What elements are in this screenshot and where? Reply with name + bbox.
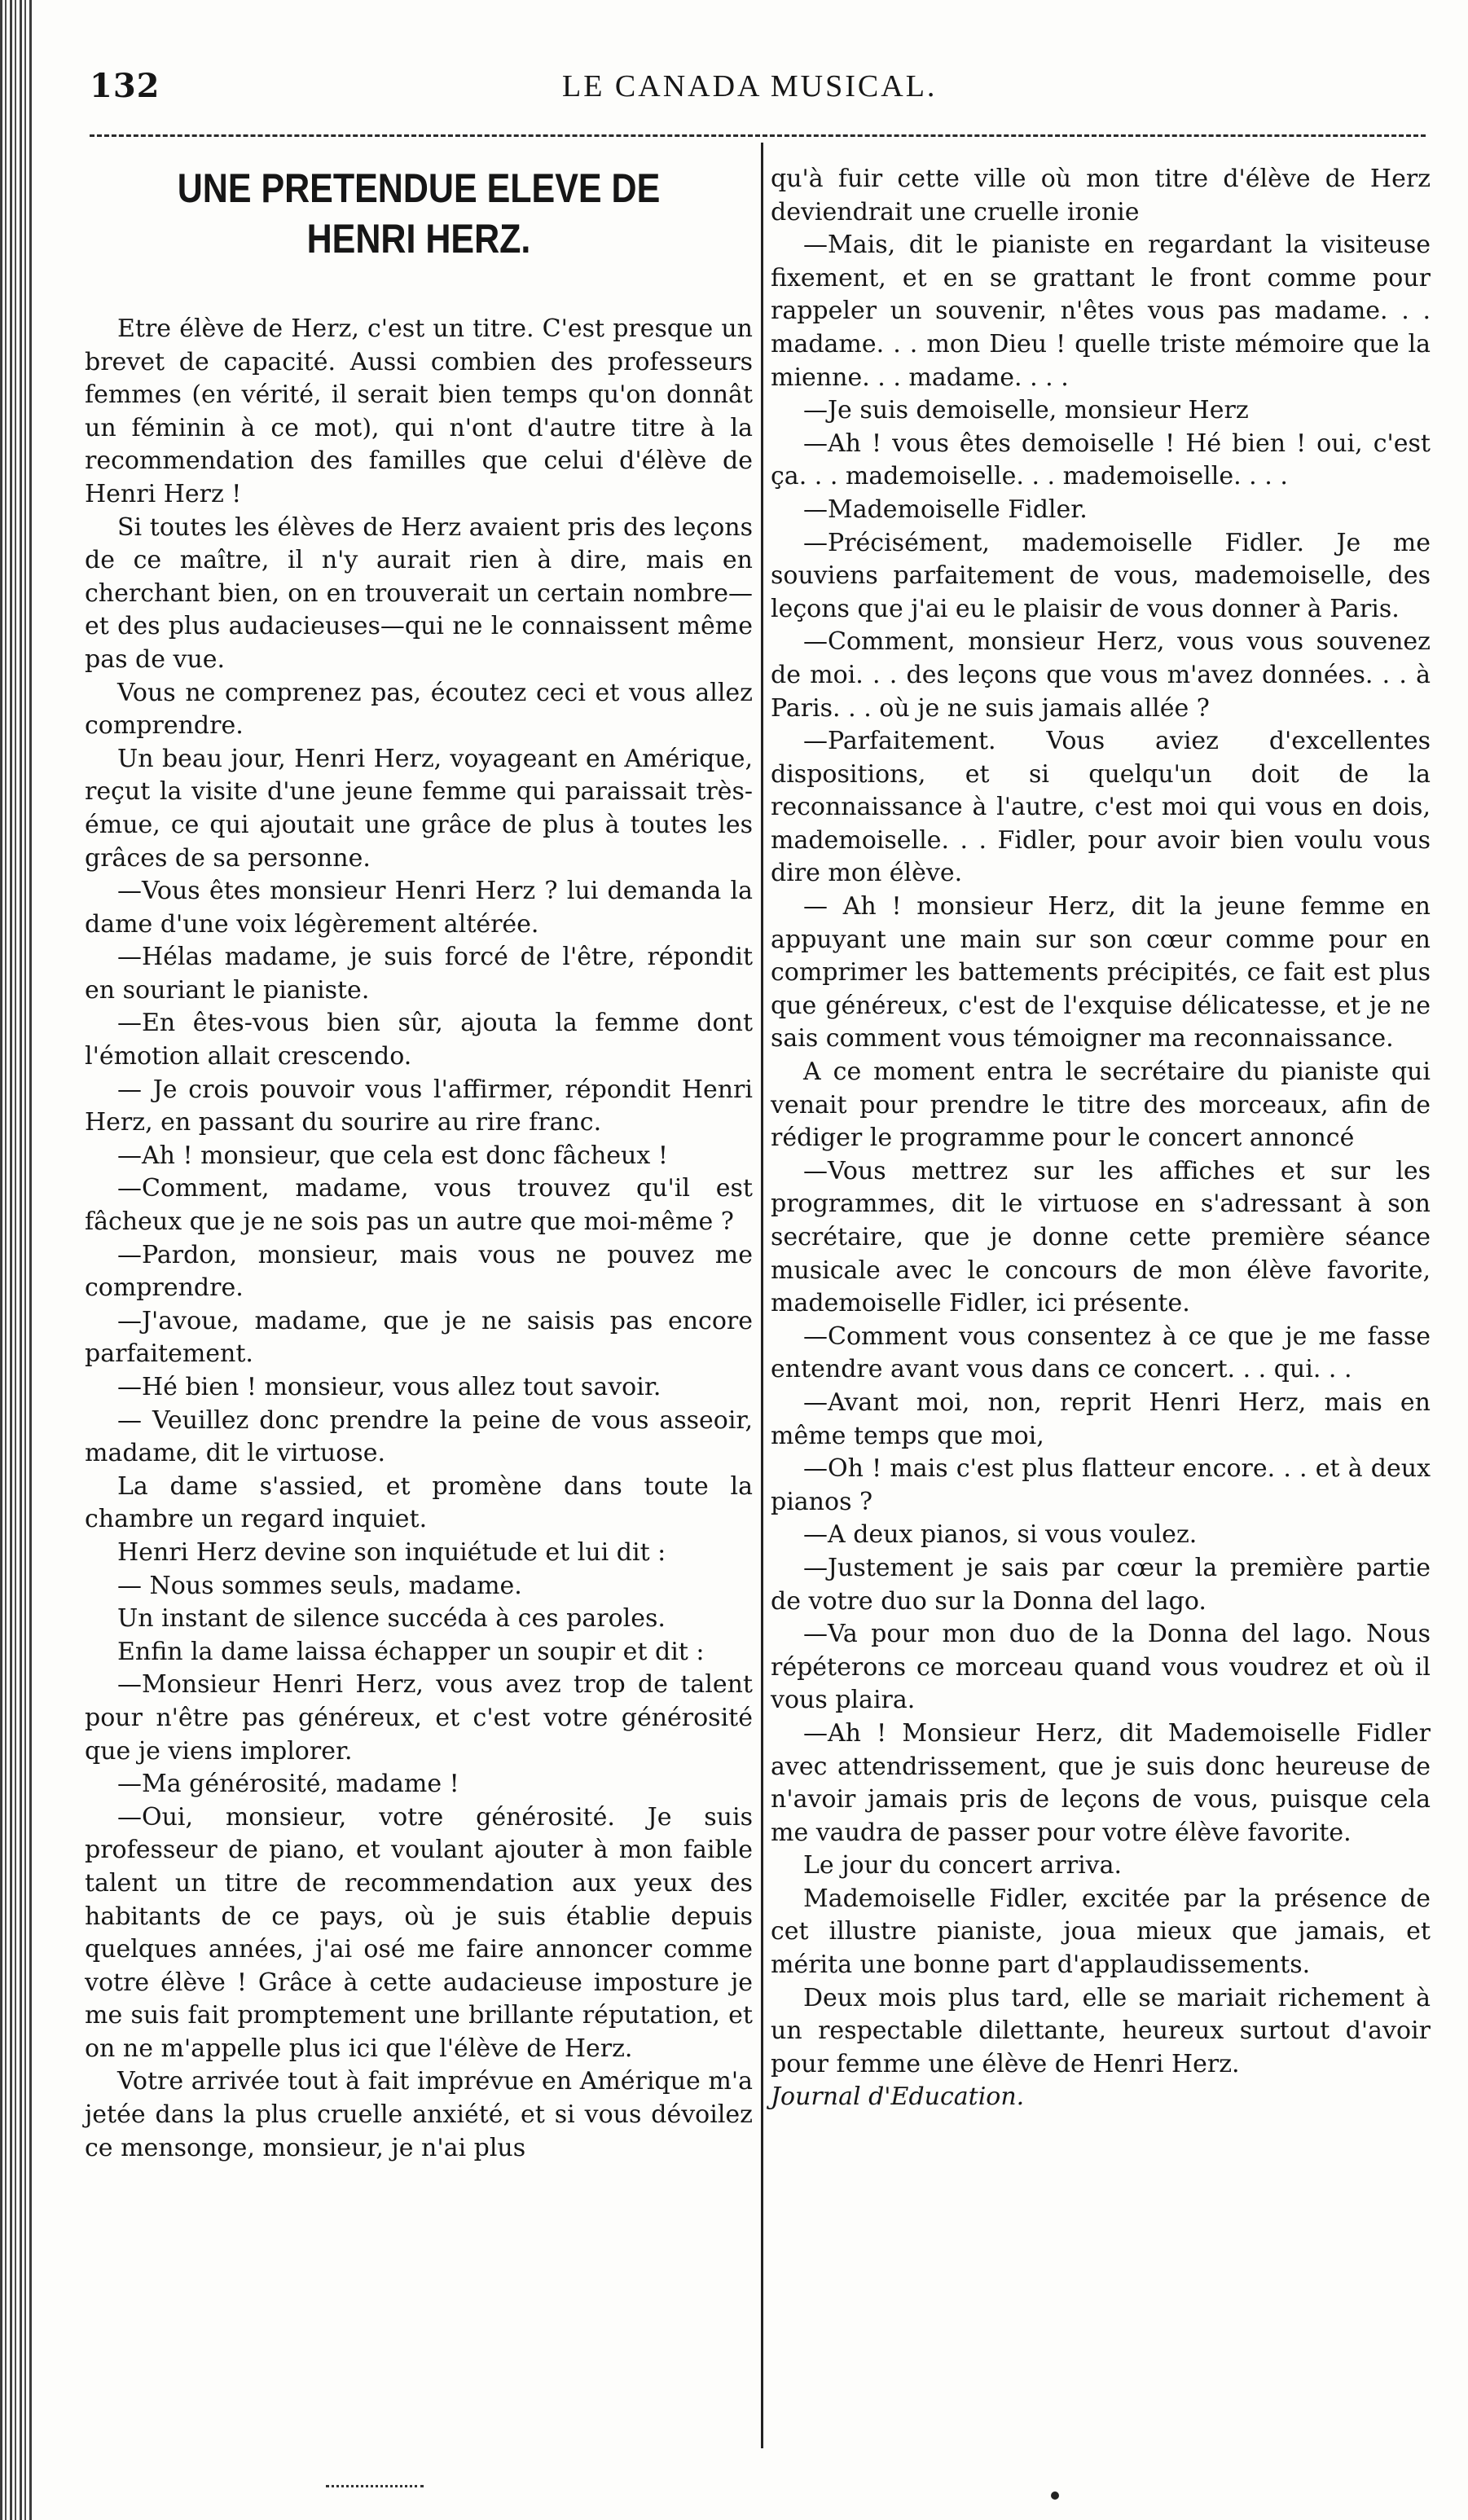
paragraph: Le jour du concert arriva.: [803, 1851, 1123, 1880]
paragraph: Un beau jour, Henri Herz, voyageant en Amérique, reçut la visite d'une jeune femme qui paraissait très-émue, ce qui ajoutait une grâce de plus à toutes les grâces de sa personne.: [85, 744, 753, 873]
paragraph: —Mademoiselle Fidler.: [803, 495, 1088, 524]
paragraph: —Ah ! vous êtes demoiselle ! Hé bien ! oui, c'est ça. . . mademoiselle. . . mademoiselle. . . .: [771, 429, 1431, 491]
paragraph: La dame s'assied, et promène dans toute la chambre un regard inquiet.: [85, 1471, 753, 1534]
paragraph: —Avant moi, non, reprit Henri Herz, mais en même temps que moi,: [771, 1388, 1431, 1450]
paragraph: —Vous êtes monsieur Henri Herz ? lui demanda la dame d'une voix légèrement altérée.: [85, 877, 753, 939]
left-column: [85, 163, 753, 2165]
paragraph: Si toutes les élèves de Herz avaient pris des leçons de ce maître, il n'y aurait rien à dire, mais en cherchant bien, on en trouverait un certain nombre—et des plus audacieuses—qui ne le connaissent même pas de vue.: [85, 512, 753, 674]
paragraph: —Monsieur Henri Herz, vous avez trop de talent pour n'être pas généreux, et c'est votre générosité que je viens implorer.: [85, 1670, 753, 1766]
paragraph: Deux mois plus tard, elle se mariait richement à un respectable dilettante, heureux surtout d'avoir pour femme une élève de Henri Herz.: [771, 1983, 1431, 2078]
paragraph: —Comment, monsieur Herz, vous vous souvenez de moi. . . des leçons que vous m'avez données. . . à Paris. . . où je ne suis jamais allée ?: [771, 627, 1431, 723]
paragraph: —En êtes-vous bien sûr, ajouta la femme dont l'émotion allait crescendo.: [85, 1009, 753, 1071]
paragraph: —Ah ! monsieur, que cela est donc fâcheux !: [117, 1141, 668, 1170]
paragraph: — Veuillez donc prendre la peine de vous asseoir, madame, dit le virtuose.: [85, 1405, 753, 1468]
printer-ornament: [326, 2485, 424, 2499]
paragraph: —Comment vous consentez à ce que je me fasse entendre avant vous dans ce concert. . . qui. . .: [771, 1322, 1431, 1384]
paragraph: —J'avoue, madame, que je ne saisis pas encore parfaitement.: [85, 1306, 753, 1369]
paragraph: —Oh ! mais c'est plus flatteur encore. . . et à deux pianos ?: [771, 1454, 1431, 1516]
paragraph: —Comment, madame, vous trouvez qu'il est fâcheux que je ne sois pas un autre que moi-même ?: [85, 1174, 753, 1237]
top-rule: [90, 134, 1426, 137]
article-title: UNE PRETENDUE ELEVE DE HENRI HERZ.: [177, 165, 661, 262]
paragraph: — Ah ! monsieur Herz, dit la jeune femme en appuyant une main sur son cœur comme pour en comprimer les battements précipités, ce fait est plus que généreux, c'est de l'exquise délicatesse, et je ne sais comment vous témoigner ma reconnaissance.: [771, 892, 1431, 1053]
paragraph: Vous ne comprenez pas, écoutez ceci et vous allez comprendre.: [85, 678, 753, 741]
paragraph: Votre arrivée tout à fait imprévue en Amérique m'a jetée dans la plus cruelle anxiété, et si vous dévoilez ce mensonge, monsieur, je n'ai plus: [85, 2067, 753, 2162]
paragraph: —Précisément, mademoiselle Fidler. Je me souviens parfaitement de vous, mademoiselle, des leçons que j'ai eu le plaisir de vous donner à Paris.: [771, 528, 1431, 623]
right-column-body: [771, 163, 1431, 2081]
paragraph: qu'à fuir cette ville où mon titre d'élève de Herz deviendrait une cruelle ironie: [771, 165, 1431, 226]
paragraph: —Vous mettrez sur les affiches et sur les programmes, dit le virtuose en s'adressant à son secrétaire, que je donne cette première séance musicale avec le concours de mon élève favorite, mademoiselle Fidler, ici présente.: [771, 1156, 1431, 1318]
paragraph: Un instant de silence succéda à ces paroles.: [117, 1604, 666, 1634]
paragraph: —Pardon, monsieur, mais vous ne pouvez me comprendre.: [85, 1240, 753, 1303]
article-source: Journal d'Education.: [771, 2082, 1025, 2112]
right-column: [771, 163, 1431, 2114]
paragraph: —Ah ! Monsieur Herz, dit Mademoiselle Fidler avec attendrissement, que je suis donc heureuse de n'avoir jamais pris de leçons de vous, puisque cela me vaudra de passer pour votre élève favorite.: [771, 1718, 1431, 1847]
journal-title: LE CANADA MUSICAL.: [562, 69, 938, 103]
paragraph: —A deux pianos, si vous voulez.: [803, 1520, 1198, 1550]
paragraph: —Oui, monsieur, votre générosité. Je suis professeur de piano, et voulant ajouter à mon faible talent un titre de recommendation aux yeux des habitants de ce pays, où je suis établie depuis quelques années, j'ai osé me faire annoncer comme votre élève ! Grâce à cette audacieuse imposture je me suis fait promptement une brillante réputation, et on ne m'appelle plus ici que l'élève de Herz.: [85, 1802, 753, 2063]
column-divider: [761, 143, 763, 2448]
paragraph: —Parfaitement. Vous aviez d'excellentes dispositions, et si quelqu'un doit de la reconnaissance à l'autre, c'est moi qui vous en dois, mademoiselle. . . Fidler, pour avoir bien voulu vous dire mon élève.: [771, 727, 1431, 888]
paragraph: —Mais, dit le pianiste en regardant la visiteuse fixement, et en se grattant le front comme pour rappeler un souvenir, n'êtes vous pas madame. . . madame. . . mon Dieu ! quelle triste mémoire que la mienne. . . madame. . . .: [771, 231, 1431, 392]
paragraph: —Je suis demoiselle, monsieur Herz: [803, 396, 1249, 425]
paragraph: —Va pour mon duo de la Donna del lago. Nous répéterons ce morceau quand vous voudrez et où il vous plaira.: [771, 1620, 1431, 1715]
page-number: 132: [90, 67, 160, 105]
running-head: [90, 67, 1426, 116]
paragraph: Etre élève de Herz, c'est un titre. C'est presque un brevet de capacité. Aussi combien des professeurs femmes (en vérité, il serait bien temps qu'on donnât un féminin à ce mot), qui n'ont d'autre titre à la recommendation des familles que celui d'élève de Henri Herz !: [85, 314, 753, 508]
paragraph: —Hélas madame, je suis forcé de l'être, répondit en souriant le pianiste.: [85, 943, 753, 1005]
paragraph: Henri Herz devine son inquiétude et lui dit :: [117, 1537, 666, 1567]
page-binding-edge: [0, 0, 33, 2520]
ink-dot: [1051, 2491, 1059, 2500]
paragraph: A ce moment entra le secrétaire du pianiste qui venait pour prendre le titre des morceaux, afin de rédiger le programme pour le concert annoncé: [771, 1058, 1431, 1153]
left-column-body: [85, 313, 753, 2165]
paragraph: —Ma générosité, madame !: [117, 1770, 459, 1799]
paragraph: — Nous sommes seuls, madame.: [117, 1571, 522, 1600]
paragraph: — Je crois pouvoir vous l'affirmer, répondit Henri Herz, en passant du sourire au rire franc.: [85, 1075, 753, 1137]
paragraph: —Justement je sais par cœur la première partie de votre duo sur la Donna del lago.: [771, 1553, 1431, 1616]
paragraph: Enfin la dame laissa échapper un soupir et dit :: [117, 1637, 705, 1666]
paragraph: —Hé bien ! monsieur, vous allez tout savoir.: [117, 1373, 661, 1401]
paragraph: Mademoiselle Fidler, excitée par la présence de cet illustre pianiste, joua mieux que jamais, et mérita une bonne part d'applaudissements.: [771, 1884, 1431, 1980]
